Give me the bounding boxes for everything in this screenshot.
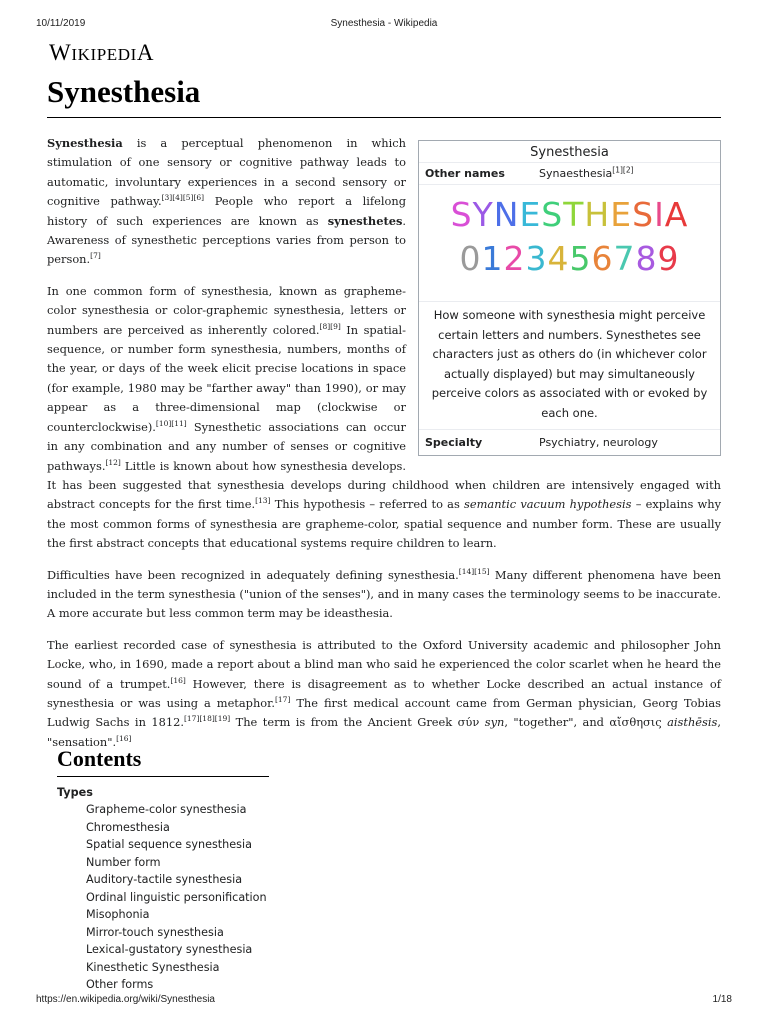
italic-term: syn (484, 715, 505, 730)
infobox-title: Synesthesia (419, 141, 720, 163)
paragraph-text: The first medical account came from German physician, Georg Tobias Ludwig Sachs in 1812. (47, 695, 722, 730)
toc-list (57, 785, 269, 994)
toc-item[interactable]: Auditory-tactile synesthesia (86, 873, 243, 886)
print-footer (0, 994, 768, 1008)
paragraph-text: Difficulties have been recognized in adequately defining synesthesia. (47, 567, 459, 582)
bold-term: synesthetes (327, 213, 403, 228)
colored-digit: 5 (569, 239, 592, 278)
paragraph-text: In spatial-sequence, or number form synesthesia, numbers, months of the year, or days of the week elicit precise locations in space (for example, 1980 may be "farther away" than 1990), or may appear as a three-dimensional map (clockwise or counterclockwise). (47, 322, 407, 434)
colored-letter: S (541, 195, 564, 234)
toc-item[interactable]: Kinesthetic Synesthesia (86, 960, 220, 974)
infobox-label-specialty: Specialty (425, 436, 483, 449)
citation-ref[interactable]: [16] (170, 675, 186, 685)
paragraph-text: – explains why the most common forms of synesthesia are grapheme-color, spatial sequence and number form. These are usually the first abstract concepts that educational systems require children to learn. (47, 497, 722, 551)
toc-item[interactable]: Chromesthesia (86, 820, 170, 834)
colored-letter: N (493, 195, 520, 234)
paragraph-text: In one common form of synesthesia, known as grapheme-color synesthesia or color-graphemic synesthesia, letters or numbers are perceived as inherently colored. (47, 283, 406, 337)
toc-item[interactable]: Ordinal linguistic personification (86, 890, 267, 904)
paragraph-text: The earliest recorded case of synesthesia is attributed to the Oxford University academic and philosopher John Locke, who, in 1690, made a report about a blind man who said he experienced the color scarlet when he heard the sound of a trumpet. (47, 637, 721, 691)
colored-digits-line (419, 239, 720, 278)
bold-term: Synesthesia (47, 136, 123, 150)
colored-digit: 3 (525, 239, 548, 278)
paragraph-text: People who report a lifelong history of such experiences are known as (47, 194, 406, 228)
wordmark-middle: IKIPEDI (71, 45, 137, 64)
colored-letter: E (610, 195, 633, 234)
citation-ref[interactable]: [10][11] (155, 418, 187, 428)
italic-term: aisthēsis (667, 715, 718, 730)
wikipedia-wordmark[interactable] (49, 40, 154, 66)
colored-letter: S (632, 195, 655, 234)
print-date: 10/11/2019 (36, 18, 86, 29)
print-url: https://en.wikipedia.org/wiki/Synesthesia (36, 994, 215, 1005)
infobox-row-other-names (419, 163, 720, 185)
citation-ref[interactable]: [17][18][19] (183, 714, 231, 724)
toc-item[interactable]: Number form (86, 855, 161, 869)
paragraph-text: , "sensation". (47, 715, 721, 749)
colored-digit: 9 (657, 239, 680, 278)
paragraph-definition (47, 566, 721, 624)
infobox-row-specialty (419, 430, 720, 455)
colored-digit: 1 (481, 239, 504, 278)
print-doc-title: Synesthesia - Wikipedia (330, 18, 438, 29)
paragraph-history (47, 636, 721, 752)
print-header (0, 18, 768, 32)
toc-item[interactable]: Other forms (86, 978, 154, 991)
colored-letter: A (664, 195, 689, 234)
infobox-value-other-names (539, 167, 714, 180)
citation-ref[interactable]: [12] (105, 457, 121, 467)
toc-item[interactable]: Spatial sequence synesthesia (86, 838, 252, 851)
colored-letter: I (654, 195, 665, 234)
colored-digit: 0 (459, 239, 482, 278)
citation-ref[interactable]: [1][2] (612, 165, 634, 175)
colored-letters-line (419, 195, 720, 234)
page-title: Synesthesia (47, 74, 201, 109)
citation-ref[interactable]: [16] (116, 733, 132, 743)
colored-digit: 8 (635, 239, 658, 278)
citation-ref[interactable]: [7] (90, 251, 101, 261)
toc-item[interactable]: Grapheme-color synesthesia (86, 803, 247, 816)
toc-section-types[interactable]: Types (57, 786, 93, 799)
article-body (47, 128, 721, 764)
infobox (418, 140, 721, 456)
paragraph-text: However, there is disagreement as to whether Locke described an actual instance of synesthesia or was using a metaphor. (47, 676, 721, 710)
colored-letter: S (450, 195, 473, 234)
print-page-number: 1/18 (712, 994, 732, 1005)
toc-item[interactable]: Misophonia (86, 908, 150, 921)
title-divider (47, 117, 721, 118)
infobox-image[interactable] (419, 185, 720, 302)
table-of-contents (57, 746, 269, 994)
colored-digit: 2 (503, 239, 526, 278)
infobox-label-other-names: Other names (425, 167, 505, 180)
colored-letter: Y (472, 195, 494, 234)
colored-digit: 6 (591, 239, 614, 278)
colored-digit: 4 (547, 239, 570, 278)
colored-letter: T (563, 195, 585, 234)
citation-ref[interactable]: [17] (274, 695, 291, 705)
colored-letter: E (519, 195, 542, 234)
wordmark-last-letter: A (136, 40, 155, 65)
paragraph-text: , "together", and αἴσθησις (504, 715, 668, 730)
citation-ref[interactable]: [14][15] (458, 566, 490, 576)
citation-ref[interactable]: [3][4][5][6] (161, 193, 205, 203)
paragraph-text: Little is known about how synesthesia develops. It has been suggested that synesthesia develops during childhood when children are intensively engaged with abstract concepts for the first time. (47, 458, 721, 512)
italic-term: semantic vacuum hypothesis (464, 497, 632, 512)
infobox-value-specialty[interactable]: Psychiatry, neurology (539, 436, 658, 449)
colored-letter: H (584, 195, 611, 234)
infobox-caption: How someone with synesthesia might perceive certain letters and numbers. Synesthetes see characters just as others do (in whichever color actually displayed) but may simultaneously perceive colors as associated with or evoked by each one. (419, 302, 720, 430)
other-names-text: Synaesthesia (539, 167, 613, 180)
colored-digit: 7 (613, 239, 636, 278)
toc-item[interactable]: Lexical-gustatory synesthesia (86, 943, 253, 956)
toc-item[interactable]: Mirror-touch synesthesia (86, 925, 224, 939)
citation-ref[interactable]: [8][9] (319, 321, 341, 331)
paragraph-text: Synesthetic associations can occur in any combination and any number of senses or cognitive pathways. (47, 419, 406, 473)
citation-ref[interactable]: [13] (255, 496, 271, 506)
wordmark-first-letter: W (49, 40, 72, 65)
paragraph-text: . Awareness of synesthetic perceptions varies from person to person. (47, 213, 406, 267)
paragraph-text: Many different phenomena have been included in the term synesthesia ("union of the senses"), and in many cases the terminology seems to be inaccurate. A more accurate but less common term may be ideasthesia. (47, 567, 721, 621)
paragraph-text: The term is from the Ancient Greek σύν (230, 715, 485, 730)
toc-title: Contents (57, 746, 269, 777)
paragraph-text: is a perceptual phenomenon in which stimulation of one sensory or cognitive pathway leads to automatic, involuntary experiences in a second sensory or cognitive pathway. (47, 136, 406, 209)
paragraph-text: This hypothesis – referred to as (270, 497, 465, 512)
